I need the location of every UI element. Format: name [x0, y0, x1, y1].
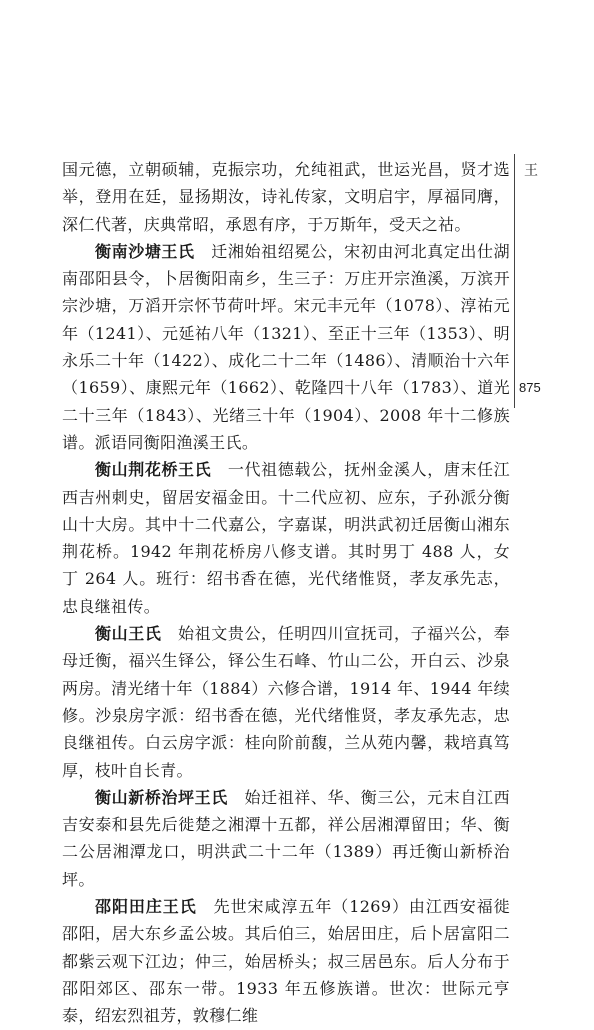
entry-title: 衡山新桥治坪王氏 — [95, 787, 228, 807]
entry-title: 衡南沙塘王氏 — [95, 241, 195, 261]
margin-divider — [514, 154, 515, 408]
entry-title: 衡山王氏 — [95, 624, 162, 644]
paragraph-continued — [62, 156, 510, 238]
entry-body: 一代祖德载公，抚州金溪人，唐末任江西吉州刺史，留居安福金田。十二代应初、应东，子孙派分衡山十大房。其中十二代嘉公，字嘉谋，明洪武初迁居衡山湘东荆花桥。1942 年荆花桥房八修支谱。其时男丁 488 人，女丁 264 人。班行：绍书香在德，光代绪惟贤，孝友承先志，忠良继祖传。 — [62, 460, 511, 616]
paragraph-body: 国元德，立朝硕辅，克振宗功，允纯祖武，世运光昌，贤才选举，登用在廷，显扬期汝，诗礼传家，文明启宇，厚福同膺，深仁代著，庆典常昭，承恩有序，于万斯年，受天之祜。 — [62, 160, 510, 234]
surname-index-tab: 王 — [524, 163, 538, 179]
entry-paragraph — [62, 784, 510, 893]
entry-title: 衡山荆花桥王氏 — [95, 460, 212, 480]
entry-body: 始祖文贵公，任明四川宣抚司，子福兴公，奉母迁衡，福兴生铎公，铎公生石峰、竹山二公，开白云、沙泉两房。清光绪十年（1884）六修合谱，1914 年、1944 年续修。沙泉房字派：绍书香在德，光代绪惟贤，孝友承先志，忠良继祖传。白云房字派：桂向阶前馥，兰从苑内馨，栽培真笃厚，枝叶自长青。 — [62, 624, 510, 780]
entry-body: 迁湘始祖绍冕公，宋初由河北真定出仕湖南邵阳县令，卜居衡阳南乡，生三子：万庄开宗渔溪，万滨开宗沙塘，万滔开宗怀节荷叶坪。宋元丰元年（1078）、淳祐元年（1241）、元延祐八年（1321）、至正十三年（1353）、明永乐二十年（1422）、成化二十二年（1486）、清顺治十六年（1659）、康熙元年（1662）、乾隆四十八年（1783）、道光二十三年（1843）、光绪三十年（1904）、2008 年十二修族谱。派语同衡阳渔溪王氏。 — [62, 241, 510, 452]
entry-paragraph — [62, 620, 510, 784]
entry-title: 邵阳田庄王氏 — [95, 897, 197, 917]
body-text — [62, 156, 510, 1030]
entry-body: 始迁祖祥、华、衡三公，元末自江西吉安泰和县先后徙楚之湘潭十五都，祥公居湘潭留田；华、衡二公居湘潭龙口，明洪武二十二年（1389）再迁衡山新桥治坪。 — [62, 787, 510, 889]
entry-paragraph — [62, 893, 510, 1029]
page-number: 875 — [519, 380, 541, 395]
entry-body: 先世宋咸淳五年（1269）由江西安福徙邵阳，居大东乡孟公坡。其后伯三，始居田庄，后卜居富阳二都紫云观下江边；仲三，始居桥头；叔三居邑东。后人分布于邵阳郊区、邵东一带。1933 年五修族谱。世次：世际元亨泰，绍宏烈祖芳，敦穆仁维 — [62, 897, 510, 1026]
entry-paragraph — [62, 456, 510, 620]
entry-paragraph — [62, 238, 510, 456]
